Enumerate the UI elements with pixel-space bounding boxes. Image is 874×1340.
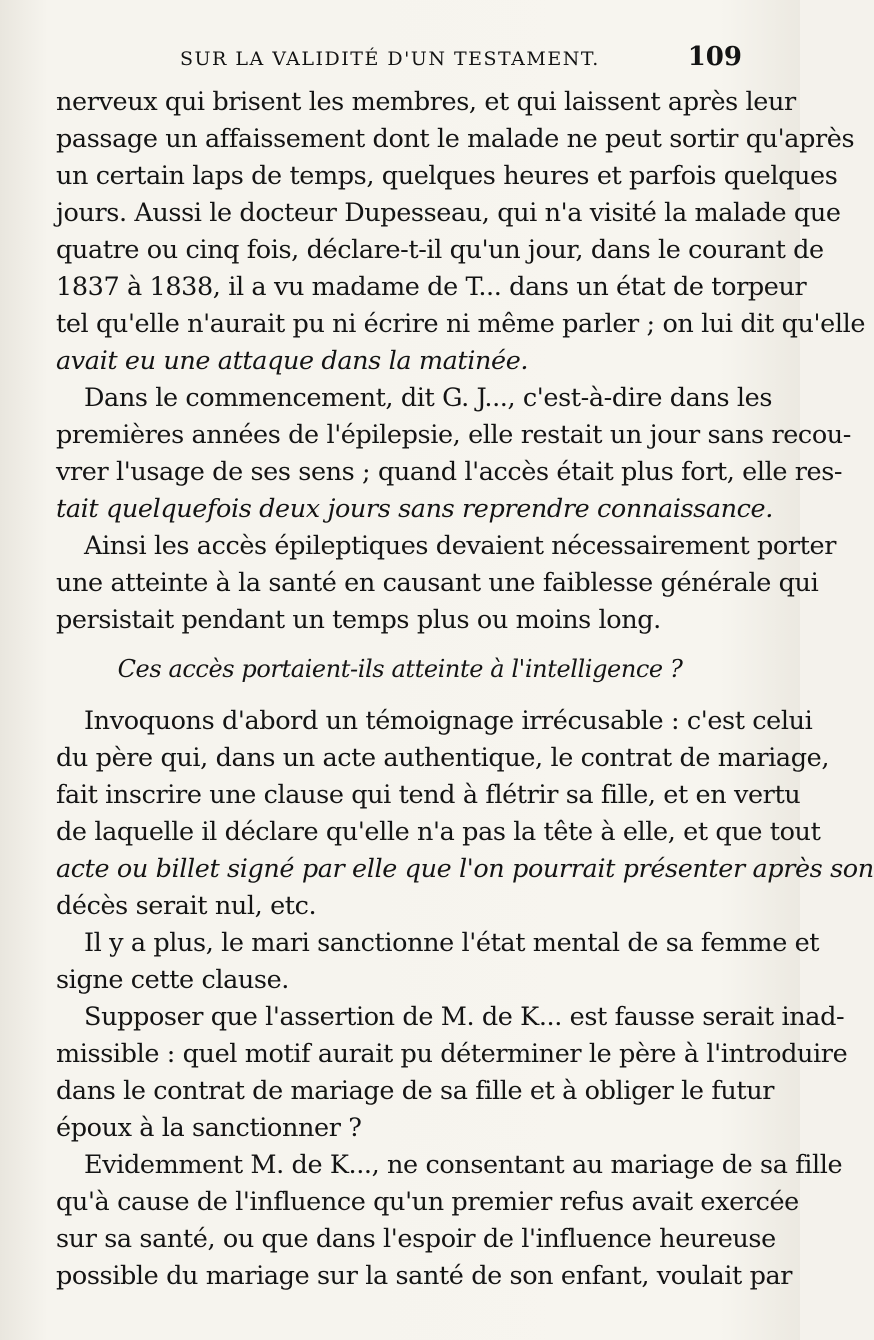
text-line: jours. Aussi le docteur Dupesseau, qui n'a visité la malade que [56, 198, 841, 228]
text-line: dans le contrat de mariage de sa fille et à obliger le futur [56, 1076, 775, 1106]
text-line: Dans le commencement, dit G. J..., c'est-à-dire dans les [84, 383, 773, 413]
text-line: 1837 à 1838, il a vu madame de T... dans un état de torpeur [56, 272, 807, 302]
section-question: Ces accès portaient-ils atteinte à l'intelligence ? [117, 655, 683, 683]
text-line: premières années de l'épilepsie, elle restait un jour sans recou- [56, 420, 852, 450]
text-line: tel qu'elle n'aurait pu ni écrire ni même parler ; on lui dit qu'elle [56, 309, 866, 339]
text-line: Supposer que l'assertion de M. de K... est fausse serait inad- [84, 1002, 845, 1032]
text-line: Evidemment M. de K..., ne consentant au mariage de sa fille [84, 1150, 843, 1180]
page-number: 109 [687, 42, 742, 72]
text-line: acte ou billet signé par elle que l'on pourrait présenter après son [56, 854, 874, 884]
text-line: Il y a plus, le mari sanctionne l'état mental de sa femme et [84, 928, 820, 958]
page-header [60, 42, 742, 76]
text-line: passage un affaissement dont le malade ne peut sortir qu'après [56, 124, 855, 154]
text-line: Ainsi les accès épileptiques devaient nécessairement porter [84, 531, 836, 561]
text-line: signe cette clause. [56, 965, 289, 995]
text-line: missible : quel motif aurait pu déterminer le père à l'introduire [56, 1039, 848, 1069]
page-body [56, 84, 874, 1295]
text-line: nerveux qui brisent les membres, et qui laissent après leur [56, 87, 796, 117]
text-line: du père qui, dans un acte authentique, le contrat de mariage, [56, 743, 830, 773]
text-line: époux à la sanctionner ? [56, 1113, 362, 1143]
text-line: décès serait nul, etc. [56, 891, 317, 921]
text-line: vrer l'usage de ses sens ; quand l'accès était plus fort, elle res- [56, 457, 843, 487]
text-line: quatre ou cinq fois, déclare-t-il qu'un jour, dans le courant de [56, 235, 824, 265]
text-line: persistait pendant un temps plus ou moins long. [56, 605, 661, 635]
text-line: avait eu une attaque dans la matinée. [56, 346, 529, 376]
text-line: tait quelquefois deux jours sans reprendre connaissance. [56, 494, 773, 524]
text-line: possible du mariage sur la santé de son enfant, voulait par [56, 1261, 793, 1291]
text-line: une atteinte à la santé en causant une faiblesse générale qui [56, 568, 819, 598]
running-title: SUR LA VALIDITÉ D'UN TESTAMENT. [180, 48, 600, 70]
text-line: de laquelle il déclare qu'elle n'a pas la tête à elle, et que tout [56, 817, 821, 847]
text-line: fait inscrire une clause qui tend à flétrir sa fille, et en vertu [56, 780, 801, 810]
text-line: Invoquons d'abord un témoignage irrécusable : c'est celui [84, 706, 813, 736]
text-line: sur sa santé, ou que dans l'espoir de l'influence heureuse [56, 1224, 776, 1254]
text-line: qu'à cause de l'influence qu'un premier refus avait exercée [56, 1187, 799, 1217]
text-line: un certain laps de temps, quelques heures et parfois quelques [56, 161, 838, 191]
